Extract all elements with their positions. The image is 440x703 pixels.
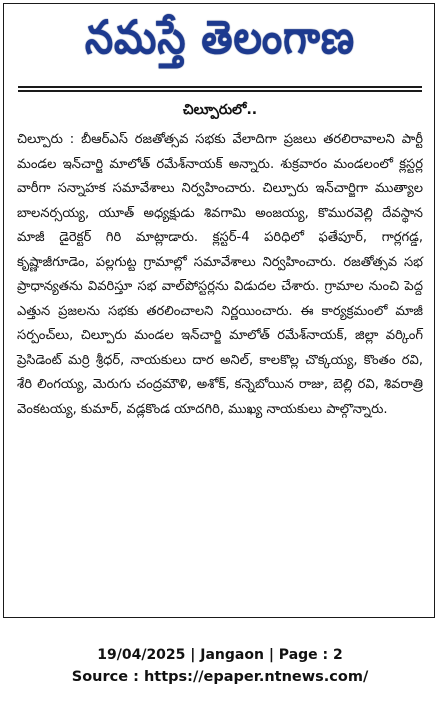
article-body: చిల్పూరు : బీఆర్ఎస్ రజతోత్సవ సభకు వేలాదిగా ప్రజలు తరలిరావాలని పార్టీ మండల ఇన్‌చార్జి మాలోత్ రమేశ్‌నాయక్ అన్నారు. శుక్రవారం మండలంలో క్లస్టర్ల వారీగా సన్నాహక సమావేశాలు నిర్వహించారు. చిల్పూరు ఇన్‌చార్జిగా ముత్యాల బాలనర్సయ్య, యూత్ అధ్యక్షుడు శివగామి అంజయ్య, కొమురవెల్లి దేవస్థాన మాజీ డైరెక్టర్ గిరి మాట్లాడారు. క్లస్టర్-4 పరిధిలో ఫతేపూర్, గార్లగడ్డ, కృష్ణాజీగూడెం, పల్లగుట్ట గ్రామాల్లో సమావేశాలు నిర్వహించారు. రజతోత్సవ సభ ప్రాధాన్యతను వివరిస్తూ సభ వాల్‌పోస్టర్లను విడుదల చేశారు. గ్రామాల నుంచి పెద్ద ఎత్తున ప్రజలను సభకు తరలించాలని నిర్ణయించారు. ఈ కార్యక్రమంలో మాజీ సర్పంచ్‌లు, చిల్పూరు మండల ఇన్‌చార్జి మాలోత్ రమేశ్‌నాయక్, జిల్లా వర్కింగ్ ప్రెసిడెంట్ మర్రి శ్రీధర్, నాయకులు దార అనిల్, కాలకొల్ల చొక్కయ్య, కొంతం రవి, శేరి లింగయ్య, మెరుగు చంద్రమౌళి, అశోక్, కన్నెబోయిన రాజు, బెల్లి రవి, శివరాత్రి వెంకటయ్య, కుమార్, వడ్లకొండ యాదగిరి, ముఖ్య నాయకులు పాల్గొన్నారు. [17,132,423,417]
masthead-title: నమస్తే తెలంగాణ [84,11,356,65]
masthead-rule-top [18,86,422,88]
masthead [22,8,418,80]
article-headline: చిల్పూరులో.. [182,102,258,118]
masthead-rule-bottom [18,90,422,92]
source-link[interactable]: Source : https://epaper.ntnews.com/ [71,669,369,685]
newspaper-clipping [3,3,435,618]
clip-footer [0,644,440,688]
publication-meta: 19/04/2025 | Jangaon | Page : 2 [97,647,343,663]
